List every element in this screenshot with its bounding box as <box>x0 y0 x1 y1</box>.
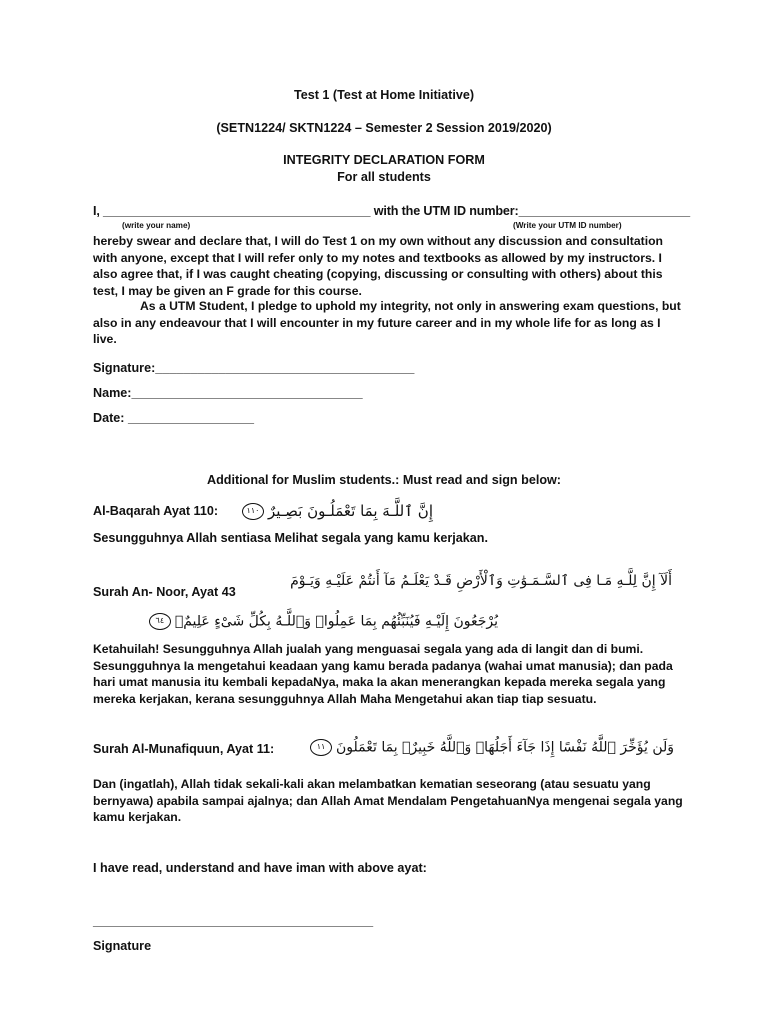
signature-label: Signature <box>93 939 152 953</box>
test-title: Test 1 (Test at Home Initiative) <box>293 88 475 102</box>
acknowledgement-text: I have read, understand and have iman with above ayat: <box>93 861 427 875</box>
arabic-verse: وَلَن يُؤَخِّرَ ٱللَّهُ نَفْسًا إِذَا جَآءَ أَجَلُهَاۚ وَٱللَّهُ خَبِيرٌۢ بِمَا تَعْمَلُونَ١١ <box>306 739 674 756</box>
verse-label: Surah An- Noor, Ayat 43 <box>93 585 236 599</box>
pledge-paragraph: As a UTM Student, I pledge to uphold my integrity, not only in answering exam questions, but also in any endeavour that I will encounter in my future career and in my whole life for as long as I live. <box>93 299 681 347</box>
name-field: Name:_________________________________ <box>93 386 363 400</box>
ayah-number-mark: ١١ <box>310 739 332 756</box>
verse-translation: Ketahuilah! Sesungguhnya Allah jualah yang menguasai segala yang ada di langit dan di bumi. Sesungguhnya Ia mengetahui keadaan yang kamu berada padanya (wahai umat manusia); dan pada hari umat manusia itu kembali kepadaNya, maka Ia akan menerangkan kepada mereka segala yang mereka kerjakan, kerana sesungguhnya Allah Maha Mengetahui akan tiap tiap sesuatu. <box>93 642 673 706</box>
muslim-section-heading: Additional for Muslim students.: Must read and sign below: <box>206 473 562 487</box>
ayah-number-mark: ٦٤ <box>149 613 171 630</box>
signature-field: Signature:_____________________________________ <box>93 361 415 375</box>
arabic-verse: إِنَّ ٱللَّـهَ بِمَا تَعْمَلُـونَ بَصِـيرٌ١١٠ <box>238 502 433 520</box>
signature-line: ________________________________________ <box>93 914 374 928</box>
arabic-verse-line: يُرْجَعُونَ إِلَيْـهِ فَيُنَبِّئُهُم بِمَا عَمِلُواۗ وَٱللَّـهُ بِكُلِّ شَىْءٍ عَلِيمٌۢ٦٤ <box>145 613 498 630</box>
form-title: INTEGRITY DECLARATION FORM <box>283 153 485 167</box>
verse-translation: Sesungguhnya Allah sentiasa Melihat segala yang kamu kerjakan. <box>93 531 488 545</box>
ayah-number-mark: ١١٠ <box>242 503 264 520</box>
date-field: Date: __________________ <box>93 411 255 425</box>
arabic-verse-line: أَلَآ إِنَّ لِلَّـهِ مَـا فِى ٱلسَّـمَـوَٰتِ وَٱلْأَرْضِ قَـدْ يَعْلَـمُ مَآ أَنتُمْ عَلَيْـهِ وَيَـوْمَ <box>290 573 672 589</box>
declaration-body: hereby swear and declare that, I will do Test 1 on my own without any discussion and consultation with anyone, except that I will refer only to my notes and textbooks as allowed by my instructors. I also agree that, if I was caught cheating (copying, discussing or consulting with others) about this test, I may be given an F grade for this course. <box>93 234 663 298</box>
id-hint: (Write your UTM ID number) <box>513 221 622 230</box>
name-id-line: I, _______________________________________ with the UTM ID number:_________________________ <box>93 204 690 218</box>
verse-label: Surah Al-Munafiquun, Ayat 11: <box>93 742 275 756</box>
verse-translation: Dan (ingatlah), Allah tidak sekali-kali akan melambatkan kematian seseorang (atau sesuatu yang bernyawa) apabila sampai ajalnya; dan Allah Amat Mendalam PengetahuanNya mengenai segala yang kamu kerjakan. <box>93 777 683 825</box>
audience-line: For all students <box>337 170 431 184</box>
course-line: (SETN1224/ SKTN1224 – Semester 2 Session 2019/2020) <box>216 121 552 135</box>
name-hint: (write your name) <box>122 221 191 230</box>
verse-label: Al-Baqarah Ayat 110: <box>93 504 219 518</box>
